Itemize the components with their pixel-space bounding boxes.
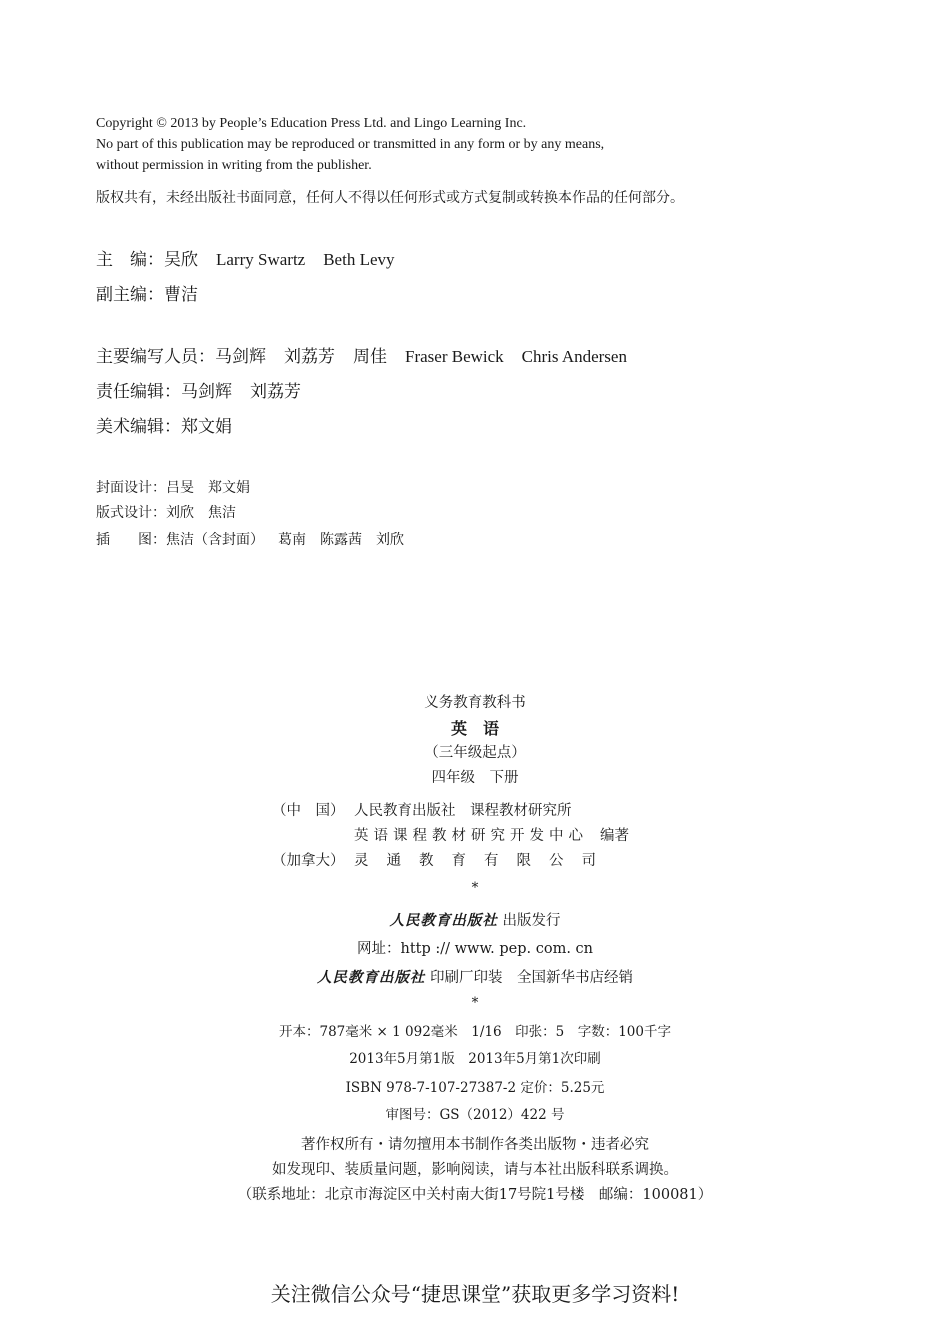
- credit-label: 责任编辑：: [96, 382, 181, 402]
- credit-deputy-editor: [96, 280, 216, 305]
- publisher-name: 人民教育出版社 课程教材研究所: [354, 803, 572, 819]
- imprint-print: [0, 966, 950, 987]
- spec-isbn: ISBN 978-7-107-27387-2 定价：5.25元: [345, 1080, 605, 1096]
- credit-label: 美术编辑：: [96, 417, 181, 437]
- notice-address: （联系地址：北京市海淀区中关村南大街17号院1号楼 邮编：100081）: [237, 1187, 713, 1203]
- credit-name: 马剑辉: [181, 382, 232, 402]
- spec-map-no: 审图号：GS（2012）422 号: [385, 1107, 565, 1123]
- publisher-row-1: [272, 799, 572, 820]
- credit-name: Larry Swartz: [216, 250, 306, 269]
- publisher-row-2: [272, 824, 629, 845]
- print-logo: 人民教育出版社: [316, 969, 426, 986]
- publisher-name: 英语课程教材研究开发中心: [354, 828, 588, 844]
- credit-name: Chris Andersen: [521, 347, 627, 366]
- book-start: （三年级起点）: [424, 745, 526, 761]
- copyright-line-2: No part of this publication may be reproduced or transmitted in any form or by any means,: [96, 137, 605, 152]
- credit-name: 焦洁: [208, 505, 236, 521]
- publisher-country: （加拿大）: [272, 853, 345, 869]
- separator-2: *: [471, 995, 479, 1011]
- credit-name: 刘欣: [166, 505, 194, 521]
- credit-label: 版式设计：: [96, 505, 166, 521]
- credit-name: 曹洁: [164, 285, 198, 305]
- credit-name: 吕旻: [166, 480, 194, 496]
- credit-name: 刘荔芳: [250, 382, 301, 402]
- book-series: 义务教育教科书: [424, 695, 526, 711]
- credit-name: 周佳: [353, 347, 387, 367]
- credit-label: 封面设计：: [96, 480, 166, 496]
- book-title: 英 语: [450, 719, 499, 738]
- credit-label: 主要编写人员：: [96, 347, 215, 367]
- footer-promo: 关注微信公众号“捷思课堂”获取更多学习资料!: [270, 1282, 680, 1306]
- credit-illustration: [96, 529, 418, 549]
- credit-art-editor: [96, 412, 250, 437]
- publisher-row-3: [272, 849, 614, 870]
- credit-name: Fraser Bewick: [405, 347, 504, 366]
- credit-name: 刘荔芳: [284, 347, 335, 367]
- credit-name: 马剑辉: [215, 347, 266, 367]
- publisher-name: 灵通教育有限公司: [354, 853, 614, 869]
- publish-text: 出版发行: [502, 913, 561, 929]
- copyright-cn-notice: 版权共有，未经出版社书面同意，任何人不得以任何形式或方式复制或转换本作品的任何部分。: [96, 190, 684, 206]
- credit-chief-editor: [96, 245, 413, 270]
- credit-name: 吴欣: [164, 250, 198, 270]
- publisher-country: （中 国）: [272, 803, 345, 819]
- copyright-line-3: without permission in writing from the publisher.: [96, 158, 372, 173]
- credit-label: 主 编：: [96, 250, 164, 270]
- notice-quality: 如发现印、装质量问题，影响阅读，请与本社出版科联系调换。: [272, 1162, 678, 1178]
- spec-format: 开本：787毫米 × 1 092毫米 1/16 印张：5 字数：100千字: [279, 1024, 671, 1040]
- copyright-line-1: Copyright © 2013 by People’s Education Press Ltd. and Lingo Learning Inc.: [96, 116, 527, 131]
- credit-name: 郑文娟: [181, 417, 232, 437]
- book-grade: 四年级 下册: [431, 770, 519, 786]
- credit-name: 陈露茜: [320, 532, 362, 548]
- credit-label: 插 图：: [96, 532, 166, 548]
- credit-responsible-editor: [96, 377, 319, 402]
- notice-rights: 著作权所有・请勿擅用本书制作各类出版物・违者必究: [301, 1137, 649, 1153]
- credit-name: 焦洁（含封面）: [166, 532, 264, 548]
- imprint-publisher: [0, 909, 950, 930]
- credit-name: 葛南: [278, 532, 306, 548]
- separator-1: *: [471, 880, 479, 896]
- credit-cover-design: [96, 477, 264, 497]
- publisher-role: 编著: [600, 828, 629, 844]
- credit-main-writers: [96, 342, 645, 367]
- credit-name: Beth Levy: [323, 250, 395, 269]
- credit-name: 刘欣: [376, 532, 404, 548]
- spec-edition: 2013年5月第1版 2013年5月第1次印刷: [349, 1051, 601, 1067]
- imprint-website: 网址：http :// www. pep. com. cn: [356, 941, 594, 957]
- print-text: 印刷厂印装 全国新华书店经销: [430, 970, 634, 986]
- credit-name: 郑文娟: [208, 480, 250, 496]
- publisher-logo: 人民教育出版社: [389, 912, 498, 929]
- credit-layout-design: [96, 502, 250, 522]
- credit-label: 副主编：: [96, 285, 164, 305]
